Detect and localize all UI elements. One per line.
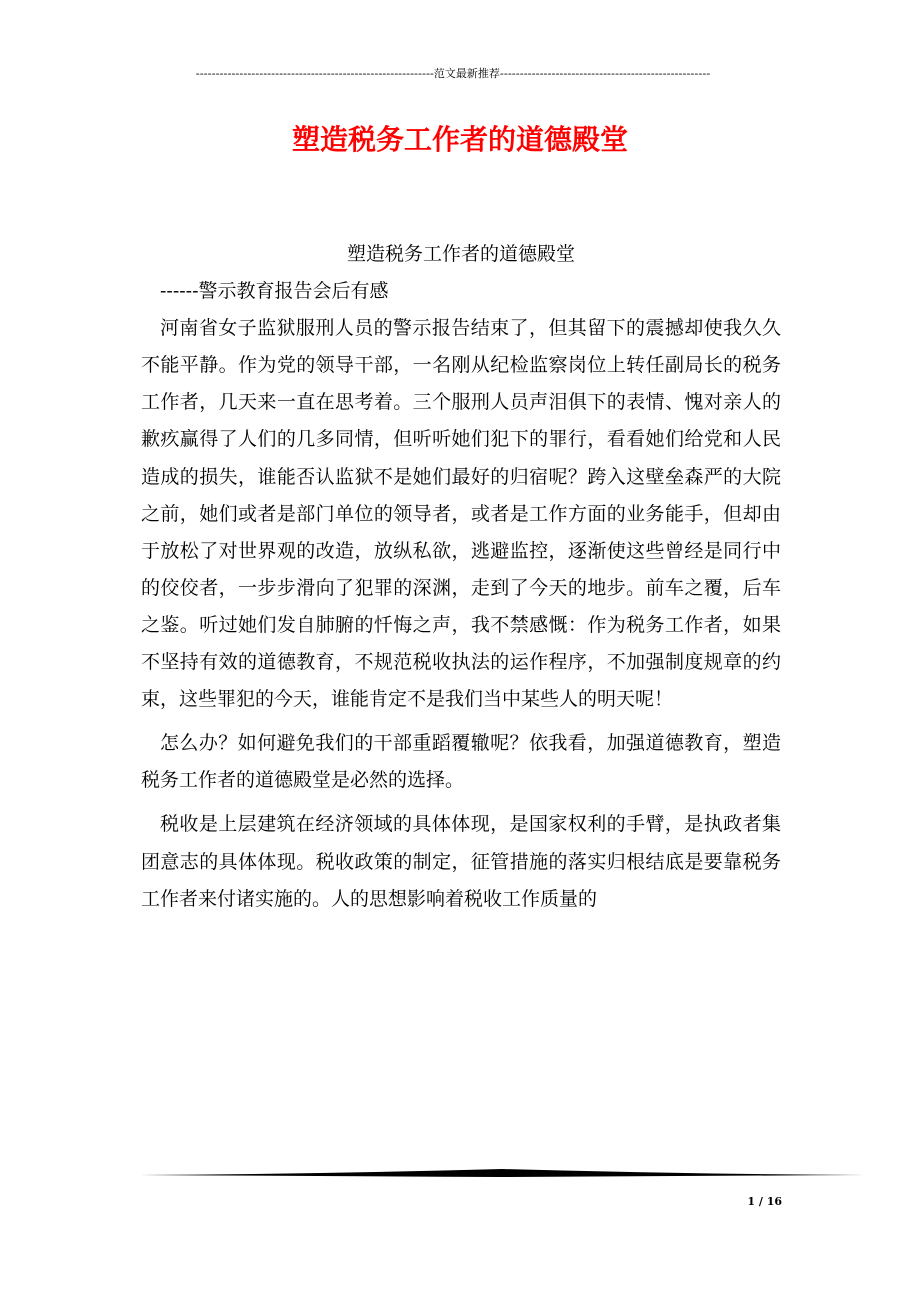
paragraph: 税收是上层建筑在经济领域的具体体现，是国家权利的手臂，是执政者集团意志的具体体现。税收政策的制定，征管措施的落实归根结底是要靠税务工作者来付诸实施的。人的思想影响着税收工作质量的 <box>141 813 781 910</box>
page-number: 1 / 16 <box>747 1195 782 1208</box>
footer-divider <box>140 1165 864 1179</box>
paragraph: 怎么办？如何避免我们的干部重蹈覆辙呢？依我看，加强道德教育，塑造税务工作者的道德殿堂是必然的选择。 <box>141 732 781 792</box>
document-body <box>141 236 781 918</box>
paragraph: 河南省女子监狱服刑人员的警示报告结束了，但其留下的震撼却使我久久不能平静。作为党的领导干部，一名刚从纪检监察岗位上转任副局长的税务工作者，几天来一直在思考着。三个服刑人员声泪俱下的表情、愧对亲人的歉疚赢得了人们的几多同情，但听听她们犯下的罪行，看看她们给党和人民造成的损失，谁能否认监狱不是她们最好的归宿呢？跨入这壁垒森严的大院之前，她们或者是部门单位的领导者，或者是工作方面的业务能手，但却由于放松了对世界观的改造，放纵私欲，逃避监控，逐渐使这些曾经是同行中的佼佼者，一步步滑向了犯罪的深渊，走到了今天的地步。前车之覆，后车之鉴。听过她们发自肺腑的忏悔之声，我不禁感慨：作为税务工作者，如果不坚持有效的道德教育，不规范税收执法的运作程序，不加强制度规章的约束，这些罪犯的今天，谁能肯定不是我们当中某些人的明天呢！ <box>141 317 781 711</box>
header-banner: ------------------------------------------------------------范文最新推荐----------------------------------------------------- <box>195 67 711 80</box>
document-subtitle: 塑造税务工作者的道德殿堂 <box>346 243 575 265</box>
document-subtitle-line2: ------警示教育报告会后有感 <box>160 280 389 303</box>
document-title: 塑造税务工作者的道德殿堂 <box>291 123 628 156</box>
